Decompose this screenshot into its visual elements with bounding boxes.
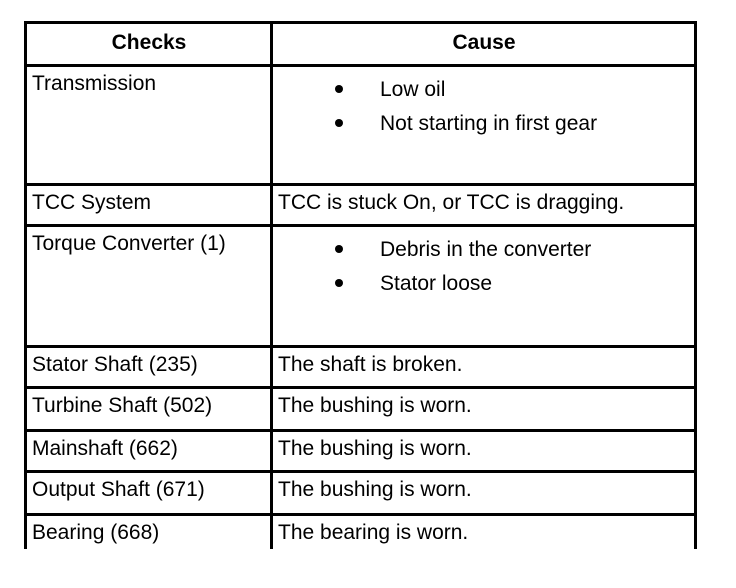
bullet-dot-icon	[335, 85, 343, 93]
cause-text: Low oil	[380, 78, 446, 101]
list-item	[278, 112, 690, 146]
check-cell-output-shaft: Output Shaft (671)	[27, 473, 270, 513]
bullet-dot-icon	[335, 279, 343, 287]
list-item	[278, 78, 690, 112]
cause-list	[278, 78, 690, 146]
header-checks: Checks	[27, 24, 270, 64]
cause-text: Debris in the converter	[380, 238, 592, 261]
cause-text: Not starting in first gear	[380, 112, 598, 135]
check-cell-mainshaft: Mainshaft (662)	[27, 432, 270, 470]
cause-cell-transmission	[273, 67, 694, 183]
bullet-dot-icon	[335, 245, 343, 253]
check-cell-torque-converter: Torque Converter (1)	[27, 227, 270, 345]
cause-cell-stator-shaft: The shaft is broken.	[273, 348, 694, 386]
checks-cause-table	[24, 21, 697, 549]
check-cell-turbine-shaft: Turbine Shaft (502)	[27, 389, 270, 429]
cause-text: Stator loose	[380, 272, 493, 295]
list-item	[278, 272, 690, 306]
check-cell-bearing: Bearing (668)	[27, 516, 270, 556]
cause-cell-torque-converter	[273, 227, 694, 345]
cause-cell-bearing: The bearing is worn.	[273, 516, 694, 556]
check-cell-stator-shaft: Stator Shaft (235)	[27, 348, 270, 386]
cause-cell-turbine-shaft: The bushing is worn.	[273, 389, 694, 429]
check-cell-transmission: Transmission	[27, 67, 270, 183]
check-cell-tcc-system: TCC System	[27, 186, 270, 224]
bullet-dot-icon	[335, 119, 343, 127]
list-item	[278, 238, 690, 272]
cause-cell-tcc-system: TCC is stuck On, or TCC is dragging.	[273, 186, 694, 224]
header-cause: Cause	[273, 24, 694, 64]
cause-cell-output-shaft: The bushing is worn.	[273, 473, 694, 513]
cause-list	[278, 238, 690, 306]
cause-cell-mainshaft: The bushing is worn.	[273, 432, 694, 470]
